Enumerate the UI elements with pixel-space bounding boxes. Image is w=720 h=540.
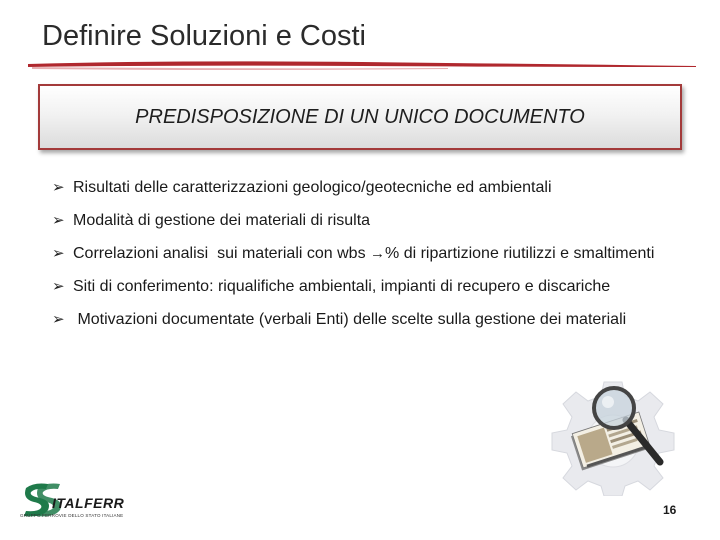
title-underline — [28, 57, 696, 71]
arrowhead-bullet-icon: ➢ — [52, 245, 65, 262]
list-item — [52, 205, 692, 237]
page-number: 16 — [663, 503, 677, 517]
list-item — [52, 172, 692, 204]
bullet-text-continued: % di ripartizione riutilizzi e smaltimenti — [385, 245, 655, 262]
list-item — [52, 271, 692, 303]
bullet-text: Siti di conferimento: riqualifiche ambientali, impianti di recupero e discariche — [73, 278, 611, 295]
bullet-text: Motivazioni documentate (verbali Enti) delle scelte sulla gestione dei materiali — [73, 311, 627, 328]
gear-magnifier-illustration — [542, 376, 692, 496]
arrowhead-bullet-icon: ➢ — [52, 278, 65, 295]
bullet-text: Correlazioni analisi sui materiali con wbs — [73, 245, 371, 262]
list-item — [52, 238, 692, 270]
list-item — [52, 304, 692, 336]
header-box — [38, 84, 682, 150]
bullet-text: Risultati delle caratterizzazioni geologico/geotecniche ed ambientali — [73, 179, 552, 196]
logo-name: ITALFERR — [52, 495, 125, 511]
logo-subtitle: GRUPPO FERROVIE DELLO STATO ITALIANE — [20, 513, 124, 518]
arrowhead-bullet-icon: ➢ — [52, 212, 65, 229]
header-box-text: PREDISPOSIZIONE DI UN UNICO DOCUMENTO — [135, 105, 585, 128]
bullet-text: Modalità di gestione dei materiali di risulta — [73, 212, 371, 229]
bullet-list — [52, 172, 692, 337]
slide-title: Definire Soluzioni e Costi — [42, 20, 366, 52]
arrowhead-bullet-icon: ➢ — [52, 179, 65, 196]
arrowhead-bullet-icon: ➢ — [52, 311, 65, 328]
right-arrow-icon: → — [370, 245, 386, 262]
